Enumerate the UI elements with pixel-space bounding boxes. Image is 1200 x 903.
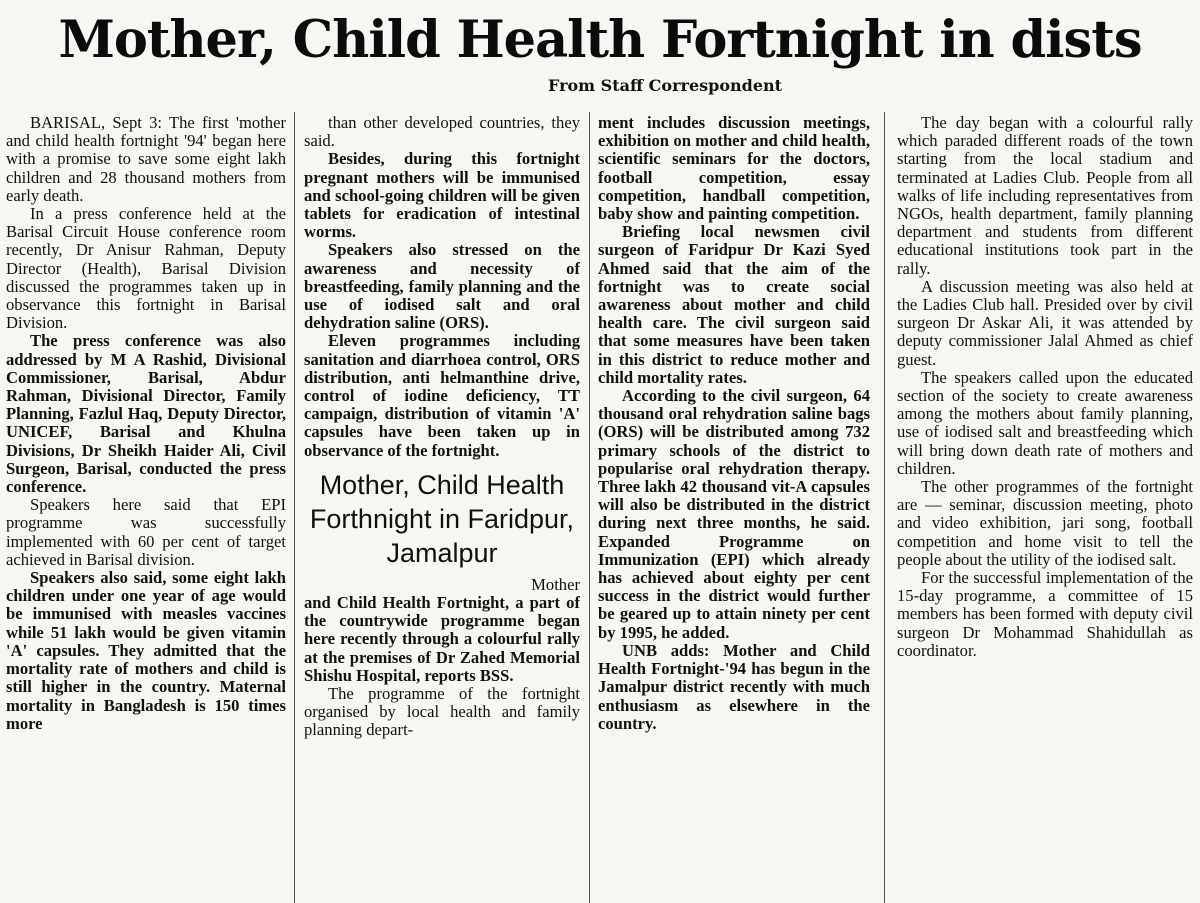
headline: Mother, Child Health Fortnight in dists <box>58 10 1142 70</box>
paragraph: Speakers also said, some eight lakh children under one year of age would be immunised with measles vaccines while 51 lakh would be given vitamin 'A' capsules. They admitted that the mortality rate of mothers and child is still higher in the country. Maternal mortality in Bangladesh is 150 times more <box>6 568 286 733</box>
article-column-3 <box>598 114 870 903</box>
paragraph: The programme of the fortnight organised by local health and family planning depart- <box>304 684 580 740</box>
paragraph: Briefing local newsmen civil surgeon of Faridpur Dr Kazi Syed Ahmed said that the aim of the fortnight was to create social awareness about mother and child health care. The civil surgeon said that some measures have been taken in this district to reduce mother and child mortality rates. <box>598 222 870 387</box>
subheadline: Mother, Child Health Forthnight in Faridpur, Jamalpur <box>309 469 575 568</box>
article-column-1 <box>6 114 286 903</box>
paragraph: A discussion meeting was also held at the Ladies Club hall. Presided over by civil surgeon Dr Askar Ali, it was attended by deputy commissioner Jalal Ahmed as chief guest. <box>897 276 1193 369</box>
paragraph: The day began with a colourful rally which paraded different roads of the town starting from the local stadium and terminated at Ladies Club. People from all walks of life including representatives from NGOs, health department, family planning department and students from different educational institutions took part in the rally. <box>897 114 1193 278</box>
paragraph: ment includes discussion meetings, exhibition on mother and child health, scientific seminars for the doctors, football competition, essay competition, handball competition, baby show and painting competition. <box>598 114 870 224</box>
column-rule <box>884 112 885 903</box>
paragraph: The speakers called upon the educated section of the society to create awareness among the mothers about family planning, use of iodised salt and breastfeeding which will bring down death rate of mothers and children. <box>897 367 1193 478</box>
byline: From Staff Correspondent <box>547 76 783 95</box>
paragraph: UNB adds: Mother and Child Health Fortnight-'94 has begun in the Jamalpur district recently with much enthusiasm as elsewhere in the country. <box>598 640 870 733</box>
column-rule <box>589 112 590 903</box>
paragraph: Speakers here said that EPI programme was successfully implemented with 60 per cent of target achieved in Barisal division. <box>6 495 286 569</box>
article-column-4 <box>897 114 1193 903</box>
lead-in-text: Mother <box>531 574 580 594</box>
paragraph: For the successful implementation of the 15-day programme, a committee of 15 members has been formed with deputy civil surgeon Dr Mohammad Shahidullah as coordinator. <box>897 568 1193 660</box>
column-rule <box>294 112 295 903</box>
article-column-2 <box>304 114 580 903</box>
paragraph: According to the civil surgeon, 64 thousand oral rehydration saline bags (ORS) will be distributed among 732 primary schools of the district to popularise oral rehydration therapy. Three lakh 42 thousand vit-A capsules will also be distributed in the district during next three months, he said. Expanded Programme on Immunization (EPI) which already has achieved about eighty per cent success in the district would further be geared up to attain ninety per cent by 1995, he added. <box>598 386 870 642</box>
paragraph: BARISAL, Sept 3: The first 'mother and child health fortnight '94' began here with a promise to save some eight lakh children and 28 thousand mothers from early death. <box>6 114 286 205</box>
paragraph: The press conference was also addressed by M A Rashid, Divisional Commissioner, Barisal, Abdur Rahman, Divisional Director, Family Planning, Fazlul Haq, Deputy Director, UNICEF, Barisal and Khulna Divisions, Dr Sheikh Haider Ali, Civil Surgeon, Barisal, conducted the press conference. <box>6 331 286 497</box>
paragraph: In a press conference held at the Barisal Circuit House conference room recently, Dr Anisur Rahman, Deputy Director (Health), Barisal Division discussed the programmes taken up in observance this fortnight in Barisal Division. <box>6 204 286 333</box>
paragraph: Speakers also stressed on the awareness and necessity of breastfeeding, family planning and the use of iodised salt and oral dehydration saline (ORS). <box>304 240 580 333</box>
paragraph: Eleven programmes including sanitation and diarrhoea control, ORS distribution, anti helmanthine drive, control of iodine deficiency, TT campaign, distribution of vitamin 'A' capsules have been taken up in observance of the fortnight. <box>304 331 580 460</box>
paragraph: and Child Health Fortnight, a part of the countrywide programme began here recently through a colourful rally at the premises of Dr Zahed Memorial Shishu Hospital, reports BSS. <box>304 593 580 685</box>
paragraph: than other developed countries, they said. <box>304 114 580 151</box>
paragraph: Besides, during this fortnight pregnant mothers will be immunised and school-going children will be given tablets for eradication of intestinal worms. <box>304 149 580 242</box>
paragraph: The other programmes of the fortnight are — seminar, discussion meeting, photo and video exhibition, jari song, football competition and home visit to tell the people about the utility of the iodised salt. <box>897 477 1193 569</box>
